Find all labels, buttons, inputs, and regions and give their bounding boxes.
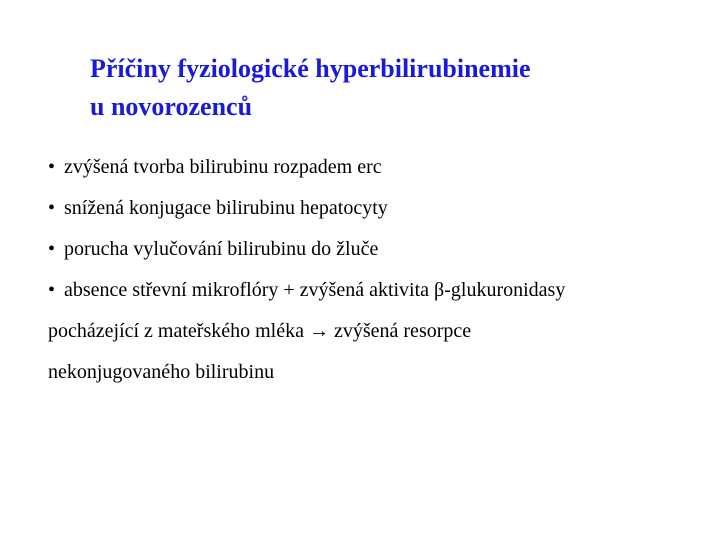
continuation-line-1: pocházející z mateřského mléka → zvýšená resorpce bbox=[48, 320, 472, 342]
bullet-marker: • bbox=[48, 197, 56, 219]
bullet-item-3 bbox=[48, 229, 708, 270]
bullet-text: porucha vylučování bilirubinu do žluče bbox=[64, 238, 379, 260]
slide-title-line-1: Příčiny fyziologické hyperbilirubinemie bbox=[90, 54, 531, 83]
bullet-item-4 bbox=[48, 270, 708, 311]
slide-title-line-2: u novorozenců bbox=[90, 92, 253, 121]
slide-title bbox=[90, 50, 690, 126]
bullet-text: snížená konjugace bilirubinu hepatocyty bbox=[64, 197, 388, 219]
bullet-text: absence střevní mikroflóry + zvýšená aktivita β-glukuronidasy bbox=[64, 279, 566, 301]
bullet-item-1 bbox=[48, 147, 708, 188]
bullet-marker: • bbox=[48, 238, 56, 260]
bullet-item-2 bbox=[48, 188, 708, 229]
continuation-line-2: nekonjugovaného bilirubinu bbox=[48, 361, 275, 383]
bullet-text: zvýšená tvorba bilirubinu rozpadem erc bbox=[64, 156, 382, 178]
bullet-list bbox=[48, 147, 708, 393]
bullet-marker: • bbox=[48, 279, 56, 301]
bullet-marker: • bbox=[48, 156, 56, 178]
